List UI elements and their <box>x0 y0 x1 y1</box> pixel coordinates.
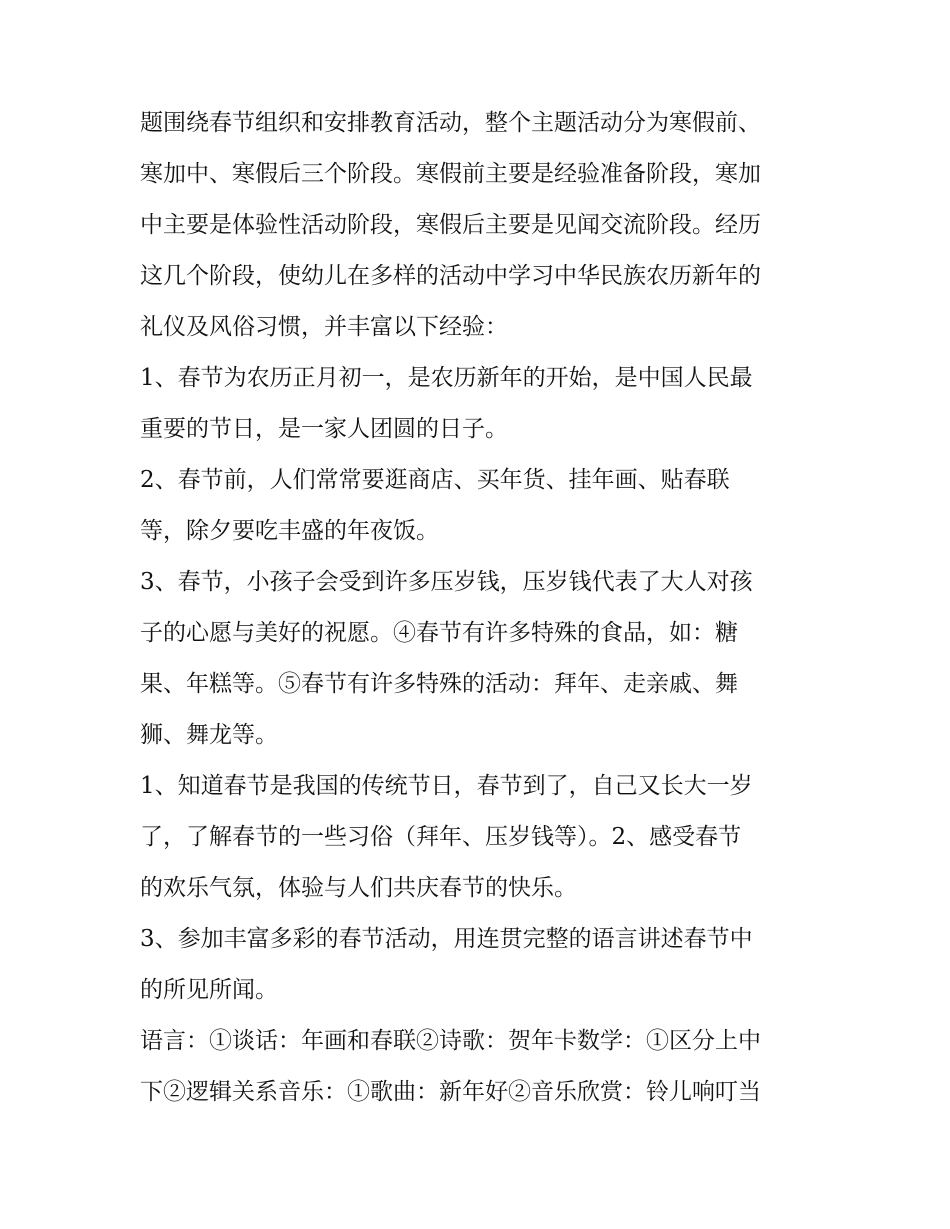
document-body <box>140 98 820 1118</box>
text-line: 的欢乐气氛，体验与人们共庆春节的快乐。 <box>140 875 577 901</box>
text-line: 重要的节日，是一家人团圆的日子。 <box>140 416 508 442</box>
text-line: 语言：①谈话：年画和春联②诗歌：贺年卡数学：①区分上中 <box>140 1028 761 1054</box>
text-line: 3、春节，小孩子会受到许多压岁钱，压岁钱代表了大人对孩 <box>140 569 753 595</box>
text-line: 题围绕春节组织和安排教育活动，整个主题活动分为寒假前、 <box>140 110 761 136</box>
text-line: 1、知道春节是我国的传统节日，春节到了，自己又长大一岁 <box>140 773 753 799</box>
text-line: 子的心愿与美好的祝愿。④春节有许多特殊的食品，如：糖 <box>140 620 738 646</box>
text-line: 的所见所闻。 <box>140 977 278 1003</box>
text-line: 了，了解春节的一些习俗（拜年、压岁钱等）。2、感受春节 <box>140 824 742 850</box>
text-line: 3、参加丰富多彩的春节活动，用连贯完整的语言讲述春节中 <box>140 926 753 952</box>
text-line: 等，除夕要吃丰盛的年夜饭。 <box>140 518 439 544</box>
text-line: 中主要是体验性活动阶段，寒假后主要是见闻交流阶段。经历 <box>140 212 761 238</box>
text-line: 寒加中、寒假后三个阶段。寒假前主要是经验准备阶段，寒加 <box>140 161 761 187</box>
text-line: 礼仪及风俗习惯，并丰富以下经验： <box>140 314 508 340</box>
text-line: 2、春节前，人们常常要逛商店、买年货、挂年画、贴春联 <box>140 467 730 493</box>
text-line: 果、年糕等。⑤春节有许多特殊的活动：拜年、走亲戚、舞 <box>140 671 738 697</box>
text-line: 狮、舞龙等。 <box>140 722 278 748</box>
text-line: 1、春节为农历正月初一，是农历新年的开始，是中国人民最 <box>140 365 753 391</box>
text-line: 下②逻辑关系音乐：①歌曲：新年好②音乐欣赏：铃儿响叮当 <box>140 1079 761 1105</box>
text-line: 这几个阶段，使幼儿在多样的活动中学习中华民族农历新年的 <box>140 263 761 289</box>
